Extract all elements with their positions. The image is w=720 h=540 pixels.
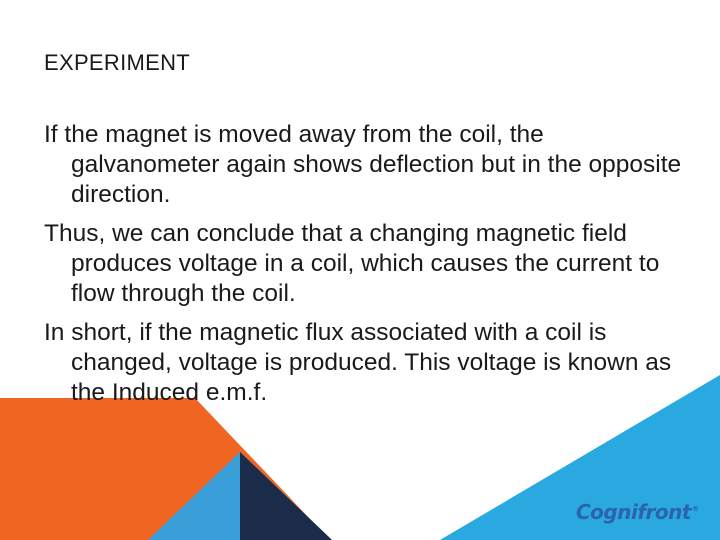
registered-mark: ® [691,505,699,514]
slide-body [44,120,684,417]
paragraph-induced-emf: In short, if the magnetic flux associated with a coil is changed, voltage is produced. This voltage is known as the Induced e.m.f. [44,319,672,406]
logo-text: Cognifront [576,500,691,524]
paragraph-changing-field-conclusion: Thus, we can conclude that a changing magnetic field produces voltage in a coil, which causes the current to flow through the coil. [44,220,660,307]
slide-title: EXPERIMENT [44,50,191,75]
paragraph-opposite-deflection: If the magnet is moved away from the coil, the galvanometer again shows deflection but in the opposite direction. [44,121,682,208]
dark-navy-triangle-shape [240,452,332,540]
cognifront-logo [576,500,698,524]
